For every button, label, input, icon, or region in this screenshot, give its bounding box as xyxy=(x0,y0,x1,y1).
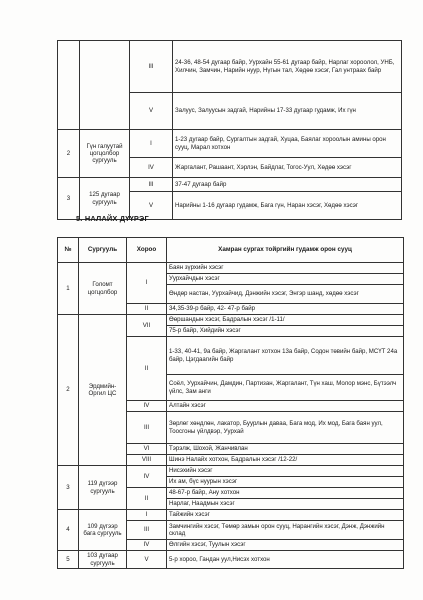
khoroo-number: VIII xyxy=(127,455,167,466)
table-district-continued xyxy=(57,40,402,220)
school-name: Гүн галуутай цогцолбор сургууль xyxy=(80,130,130,178)
khoroo-number: II xyxy=(127,337,167,401)
area-text: 37-47 дугаар байр xyxy=(173,178,402,192)
school-name: 125 дугаар сургууль xyxy=(80,178,130,220)
table-row xyxy=(58,178,402,192)
row-number xyxy=(58,41,80,130)
khoroo-number: III xyxy=(130,178,173,192)
khoroo-number: I xyxy=(127,263,167,304)
area-text: Өөршандын хэсэг, Бадралын хэсэг /1-11/ xyxy=(167,315,404,326)
khoroo-number: V xyxy=(127,551,167,569)
row-number: 2 xyxy=(58,130,80,178)
area-text: 34,35-39-р байр, 42- 47-р байр xyxy=(167,304,404,315)
area-text: Зөрлөг хөндлөн, лакатор, Буурлын даваа, Бага мод, Их мод, Бага баян уул, Тоосгоны үйлдвэр, Уурхай xyxy=(167,412,404,444)
header-khoroo: Хороо xyxy=(127,238,167,263)
row-number: 1 xyxy=(58,263,79,315)
area-text: Өлгийн хэсэг, Туулын хэсэг xyxy=(167,540,404,551)
section-title: 5. НАЛАЙХ ДҮҮРЭГ xyxy=(76,214,149,223)
header-area: Хамран сургах тойргийн гудамж орон сууц xyxy=(167,238,404,263)
area-text: Тэрэлж, Шохой, Жанчивлан xyxy=(167,444,404,455)
area-text: Нарийны 1-16 дугаар гудамж, Бага гүн, Наран хэсэг, Хөдөө хэсэг xyxy=(173,192,402,220)
area-text: 1-23 дугаар байр, Сургалтын задгай, Хуцаа, Баялаг хороолын амины орон сууц, Марал хотхон xyxy=(173,130,402,158)
area-text: Нисэхийн хэсэг xyxy=(167,466,404,477)
area-text: Баян зүрхийн хэсэг xyxy=(167,263,404,274)
header-school: Сургууль xyxy=(79,238,127,263)
row-number: 3 xyxy=(58,178,80,220)
area-text: Залуус, Залуусын задгай, Нарийны 17-33 дугаар гудамж, Их гүн xyxy=(173,93,402,130)
row-number: 3 xyxy=(58,466,79,510)
table-row xyxy=(58,130,402,158)
khoroo-number: II xyxy=(127,304,167,315)
khoroo-number: IV xyxy=(127,466,167,488)
khoroo-number: IV xyxy=(127,540,167,551)
table-header-row xyxy=(58,238,404,263)
row-number: 5 xyxy=(58,551,79,569)
school-name: Эрдмийн-Оргил ЦС xyxy=(79,315,127,466)
khoroo-number: III xyxy=(127,521,167,540)
area-text: Замчингийн хэсэг, Төмөр замын орон сууц, Нарангийн хэсэг, Дэнж, Дэнжийн склад xyxy=(167,521,404,540)
table-row xyxy=(58,315,404,326)
area-text: Шинэ Налайх хотхон, Бадралын хэсэг /12-22/ xyxy=(167,455,404,466)
table-row xyxy=(58,263,404,274)
header-no: № xyxy=(58,238,79,263)
school-name: 119 дүгээр сургууль xyxy=(79,466,127,510)
area-text: Нарлаг, Наадмын хэсэг xyxy=(167,499,404,510)
khoroo-number: I xyxy=(127,510,167,521)
row-number: 2 xyxy=(58,315,79,466)
area-text: Соёл, Уурхайчин, Дамдин, Партизан, Жаргалант, Түн хаш, Молор мэнс, Бүтээлч үйлс, Зам анги xyxy=(167,375,404,401)
table-row xyxy=(58,510,404,521)
khoroo-number: I xyxy=(130,130,173,158)
school-name: 109 дүгээр бага сургууль xyxy=(79,510,127,551)
school-name: 103 дугаар сургууль xyxy=(79,551,127,569)
khoroo-number: V xyxy=(130,192,173,220)
area-text: 24-36, 48-54 дугаар байр, Уурхайн 55-61 дугаар байр, Нарлаг хороолол, УНБ, Хилчин, Замчин, Нарийн нуур, Нүгын тал, Хөдөө хэсэг, Гал унтраах байр xyxy=(173,41,402,93)
area-text: Жаргалант, Рашаант, Хэрлэн, Байдлаг, Тогос-Уул, Хөдөө хэсэг xyxy=(173,158,402,178)
area-text: Алтайн хэсэг xyxy=(167,401,404,412)
table-row xyxy=(58,466,404,477)
khoroo-number: III xyxy=(127,412,167,444)
area-text: 48-67-р байр, Ану хотхон xyxy=(167,488,404,499)
row-number: 4 xyxy=(58,510,79,551)
khoroo-number: IV xyxy=(127,401,167,412)
school-name: Голомт цогцолбор xyxy=(79,263,127,315)
khoroo-number: VI xyxy=(127,444,167,455)
table-row xyxy=(58,41,402,93)
khoroo-number: IV xyxy=(130,158,173,178)
area-text: 1-33, 40-41, 9а байр, Жаргалант хотхон 13а байр, Содон төвийн байр, МСҮТ 24а байр, Цэгдаагийн байр xyxy=(167,337,404,375)
area-text: Өндөр настан, Уурхайчид, Дэнжийн хэсэг, Энгэр шанд, хөдөө хэсэг xyxy=(167,285,404,304)
school-name xyxy=(80,41,130,130)
khoroo-number: VII xyxy=(127,315,167,337)
table-row xyxy=(58,551,404,569)
table-nalaikh-district xyxy=(57,237,404,569)
khoroo-number: II xyxy=(127,488,167,510)
area-text: Тайжийн хэсэг xyxy=(167,510,404,521)
khoroo-number: V xyxy=(130,93,173,130)
area-text: 75-р байр, Хийдийн хэсэг xyxy=(167,326,404,337)
area-text: 5-р хороо, Гандан уул,Нисэх хотхон xyxy=(167,551,404,569)
khoroo-number: III xyxy=(130,41,173,93)
area-text: Их ам, бүс нуурын хэсэг xyxy=(167,477,404,488)
area-text: Уурхайчдын хэсэг xyxy=(167,274,404,285)
